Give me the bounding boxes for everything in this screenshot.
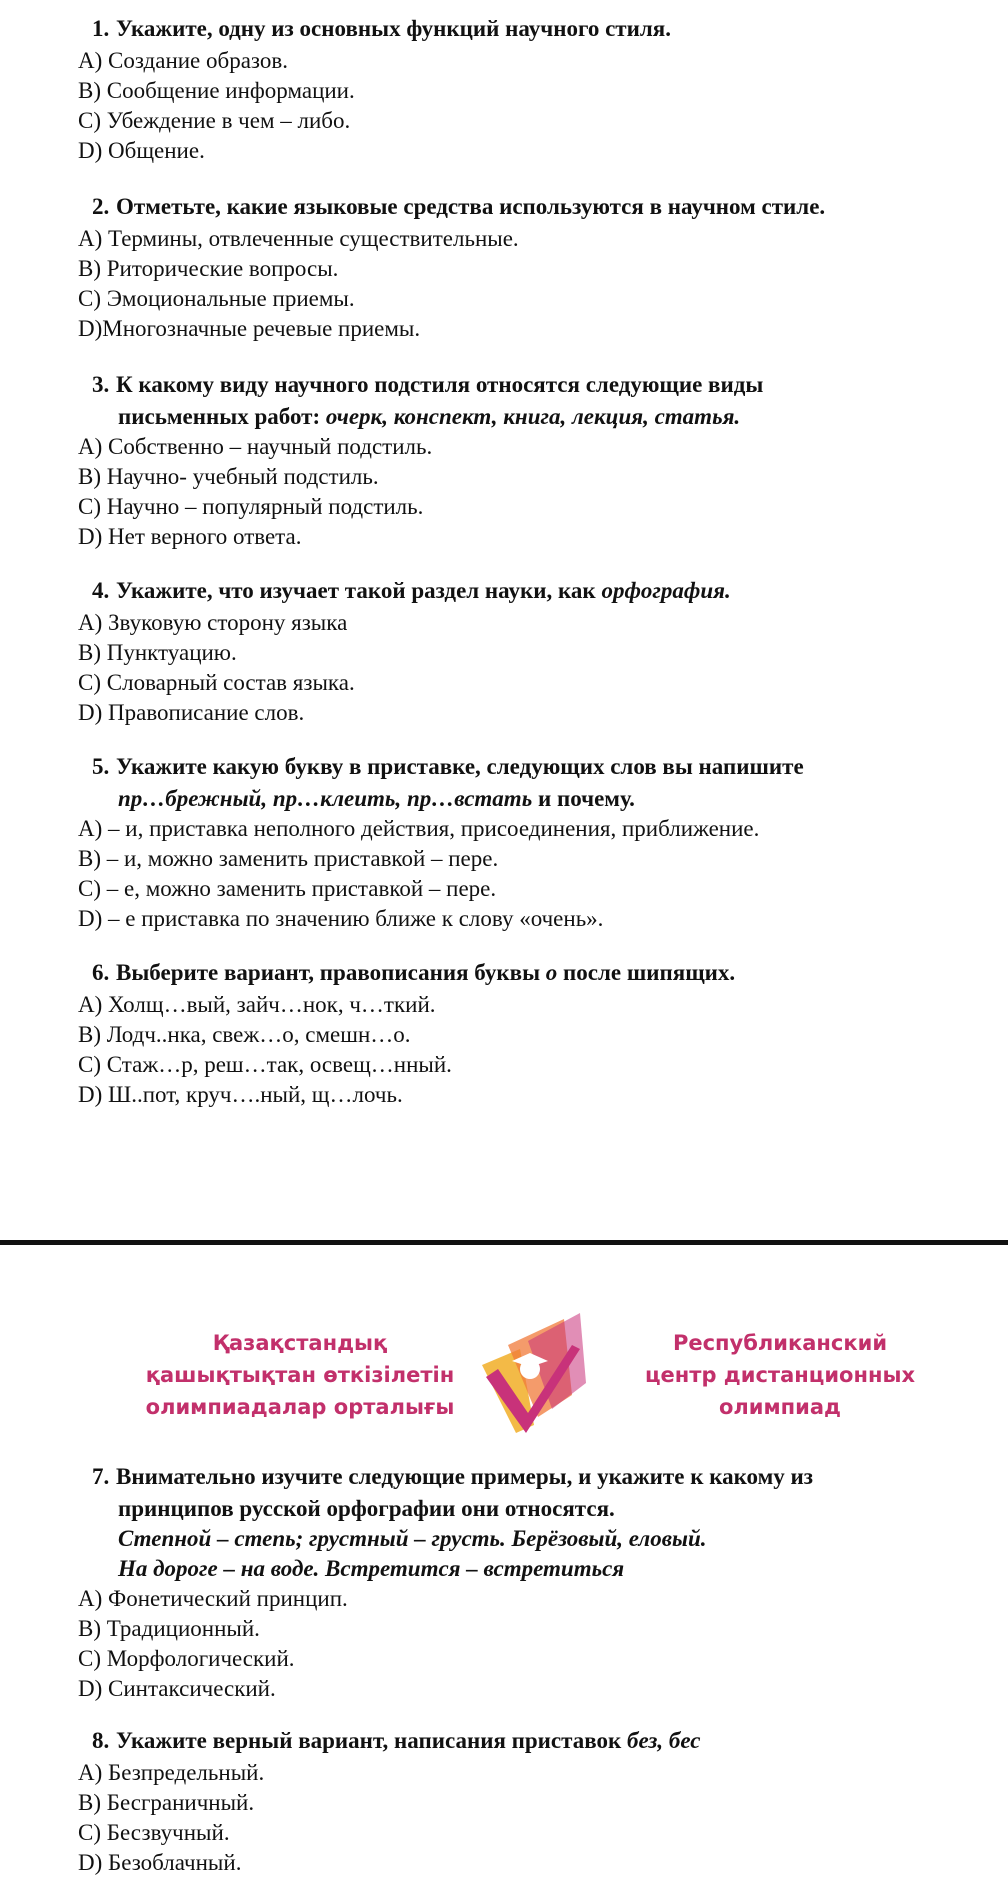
option-a: A) Безпредельный. [78,1760,265,1785]
question-title-continued: принципов русской орфографии они относятся. [118,1496,615,1521]
page-divider [0,1240,1008,1245]
question-title: 8. Укажите верный вариант, написания приставок без, бес [92,1728,701,1753]
option-b: B) Традиционный. [78,1616,260,1641]
question-title: 5. Укажите какую букву в приставке, следующих слов вы напишите [92,754,804,779]
option-d: D) Правописание слов. [78,700,305,725]
option-c: C) Стаж…р, реш…так, освещ…нный. [78,1052,452,1077]
option-b: B) Лодч..нка, свеж…о, смешн…о. [78,1022,411,1047]
option-b: B) Сообщение информации. [78,78,355,103]
question-2 [78,192,948,344]
option-a: A) – и, приставка неполного действия, присоединения, приближение. [78,816,760,841]
option-d: D)Многозначные речевые приемы. [78,316,421,341]
question-title: 1. Укажите, одну из основных функций научного стиля. [92,16,671,41]
question-4 [78,576,948,728]
option-c: C) – е, можно заменить приставкой – пере. [78,876,497,901]
question-title: 6. Выберите вариант, правописания буквы о после шипящих. [92,960,736,985]
option-a: A) Фонетический принцип. [78,1586,348,1611]
option-b: B) Научно- учебный подстиль. [78,464,379,489]
question-7 [78,1462,948,1704]
option-a: A) Собственно – научный подстиль. [78,434,433,459]
question-title: 3. К какому виду научного подстиля относятся следующие виды [92,372,764,397]
option-d: D) – е приставка по значению ближе к слову «очень». [78,906,604,931]
option-b: B) Пунктуацию. [78,640,237,665]
olympiad-logo-icon [468,1305,598,1445]
option-b: B) Риторические вопросы. [78,256,339,281]
option-c: C) Убеждение в чем – либо. [78,108,351,133]
option-a: A) Холщ…вый, зайч…нок, ч…ткий. [78,992,436,1017]
option-d: D) Общение. [78,138,205,163]
question-6 [78,958,948,1110]
question-title: 4. Укажите, что изучает такой раздел науки, как орфография. [92,578,731,603]
option-c: C) Бесзвучный. [78,1820,230,1845]
option-d: D) Безоблачный. [78,1850,242,1875]
option-a: A) Звуковую сторону языка [78,610,348,635]
banner-right-text: Республиканский центр дистанционных олимпиад [644,1331,916,1419]
option-b: B) Бесграничный. [78,1790,255,1815]
option-c: C) Научно – популярный подстиль. [78,494,424,519]
question-title-continued: пр…брежный, пр…клеить, пр…встать и почему. [118,786,635,811]
option-d: D) Синтаксический. [78,1676,276,1701]
option-d: D) Нет верного ответа. [78,524,302,549]
olympiad-banner [0,1305,1008,1445]
question-3 [78,370,948,552]
option-d: D) Ш..пот, круч….ный, щ…лочь. [78,1082,403,1107]
example-line: На дороге – на воде. Встретится – встретиться [118,1556,625,1581]
question-title-continued: письменных работ: очерк, конспект, книга, лекция, статья. [118,404,741,429]
question-title: 7. Внимательно изучите следующие примеры, и укажите к какому из [92,1464,814,1489]
question-title: 2. Отметьте, какие языковые средства используются в научном стиле. [92,194,826,219]
option-b: B) – и, можно заменить приставкой – пере. [78,846,499,871]
option-a: A) Термины, отвлеченные существительные. [78,226,519,251]
question-1 [78,14,948,166]
question-5 [78,752,948,934]
question-8 [78,1726,948,1878]
option-a: A) Создание образов. [78,48,288,73]
option-c: C) Словарный состав языка. [78,670,355,695]
example-line: Степной – степь; грустный – грусть. Берёзовый, еловый. [118,1526,707,1551]
option-c: C) Морфологический. [78,1646,295,1671]
option-c: C) Эмоциональные приемы. [78,286,355,311]
banner-left-text: Қазақстандық қашықтықтан өткізілетін олимпиадалар орталығы [145,1331,455,1419]
